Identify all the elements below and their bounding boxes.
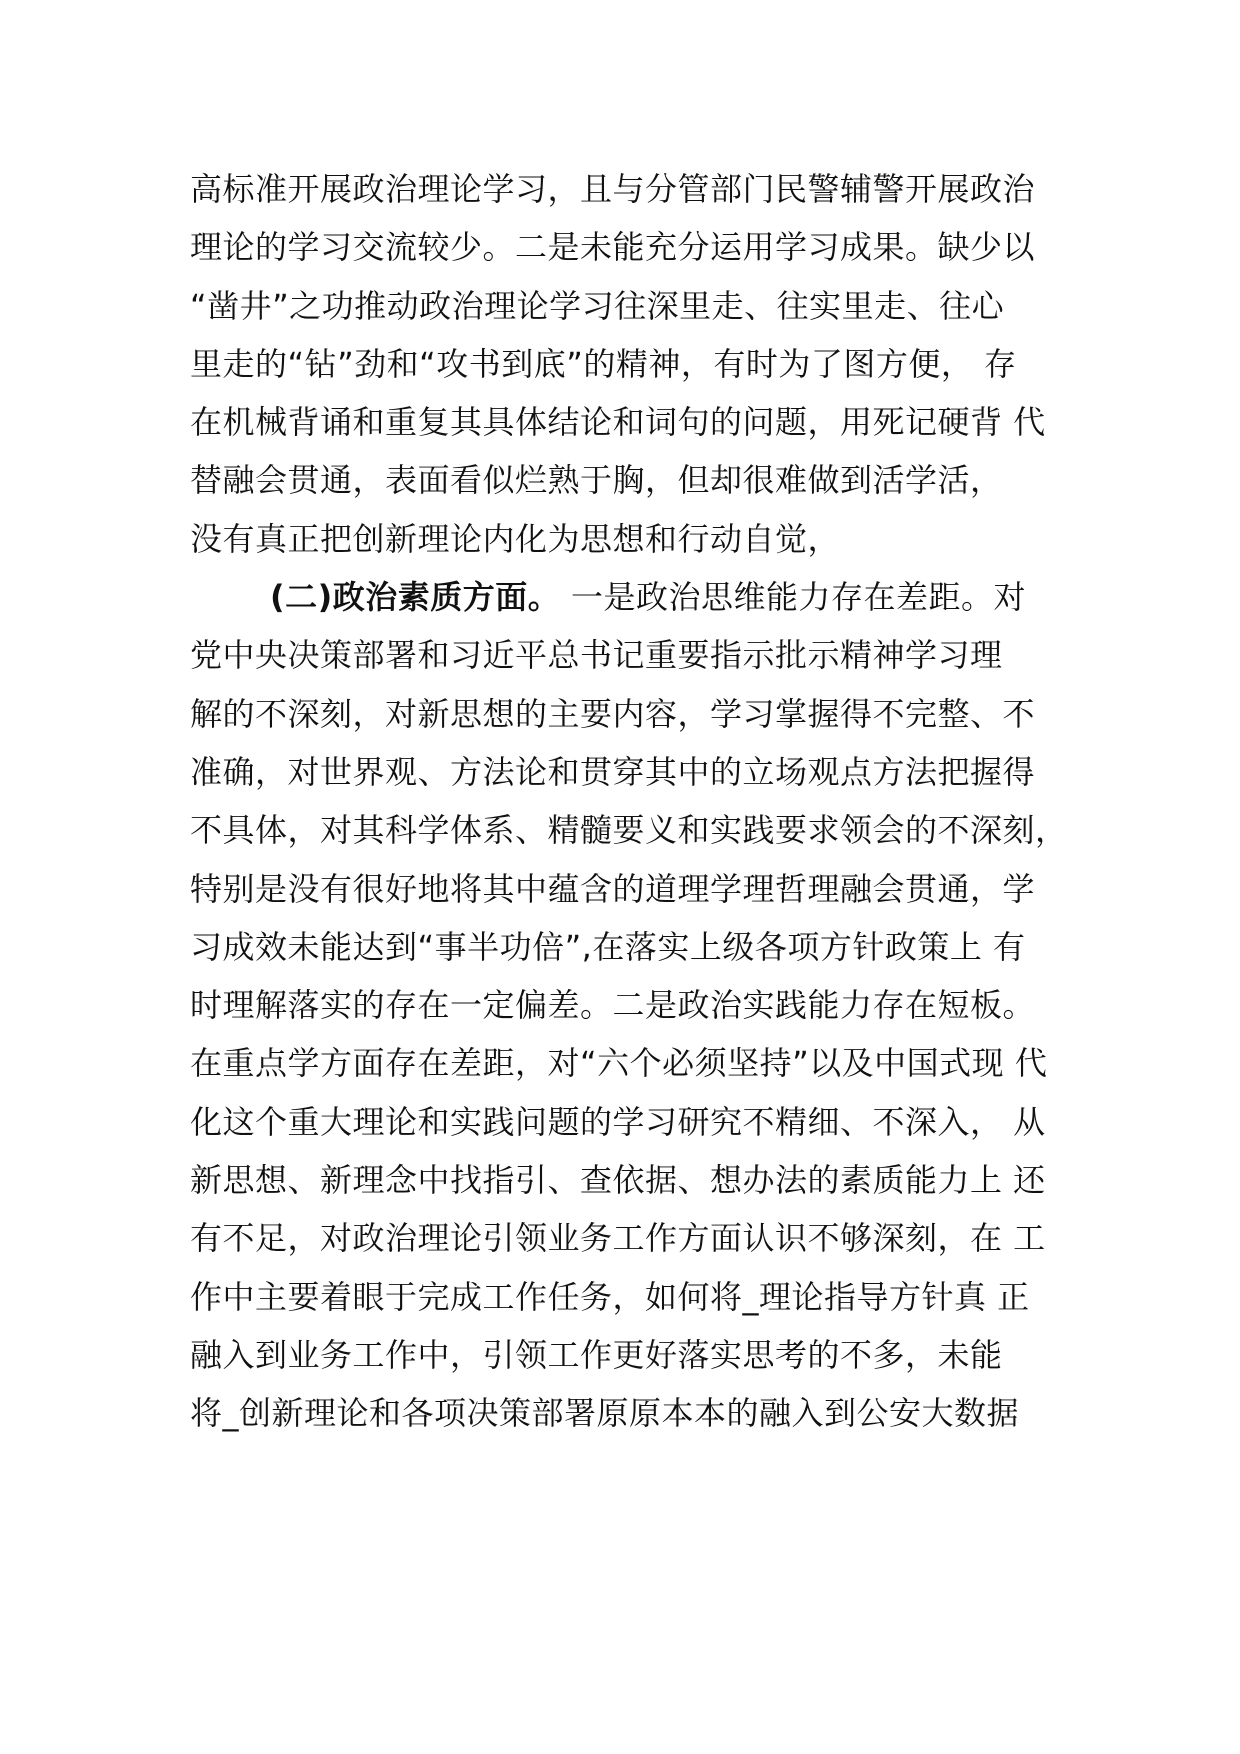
- body-line: 作中主要着眼于完成工作任务，如何将_理论指导方针真 正: [190, 1277, 1030, 1316]
- body-line: 特别是没有很好地将其中蕴含的道理学理哲理融会贯通，学: [190, 869, 1036, 908]
- body-line: 在重点学方面存在差距，对“六个必须坚持”以及中国式现 代: [190, 1044, 1048, 1083]
- body-line: 融入到业务工作中，引领工作更好落实思考的不多，未能: [190, 1335, 1003, 1374]
- body-line: 没有真正把创新理论内化为思想和行动自觉，: [190, 519, 841, 558]
- body-line: 高标准开展政治理论学习，且与分管部门民警辅警开展政治: [190, 170, 1036, 208]
- body-line: 准确，对世界观、方法论和贯穿其中的立场观点方法把握得: [190, 752, 1036, 791]
- body-line: 理论的学习交流较少。二是未能充分运用学习成果。缺少以: [190, 228, 1036, 267]
- body-line: 不具体，对其科学体系、精髓要义和实践要求领会的不深刻，: [190, 811, 1068, 850]
- body-line: 党中央决策部署和习近平总书记重要指示批示精神学习理: [190, 636, 1003, 675]
- section-first-line: [190, 568, 1080, 626]
- section-first-line-text: 一是政治思维能力存在差距。对: [560, 578, 1026, 617]
- section-heading: (二)政治素质方面。: [270, 578, 561, 617]
- body-line: 里走的“钻”劲和“攻书到底”的精神，有时为了图方便， 存: [190, 344, 1017, 383]
- body-line: 替融会贯通，表面看似烂熟于胸，但却很难做到活学活，: [190, 461, 1003, 500]
- document-body: [190, 160, 1080, 1443]
- body-line: 有不足，对政治理论引领业务工作方面认识不够深刻，在 工: [190, 1219, 1046, 1258]
- body-line: 化这个重大理论和实践问题的学习研究不精细、不深入， 从: [190, 1102, 1046, 1141]
- body-line: 将_创新理论和各项决策部署原原本本的融入到公安大数据: [190, 1394, 1020, 1433]
- body-line: 新思想、新理念中找指引、查依据、想办法的素质能力上 还: [190, 1161, 1046, 1200]
- body-line: 时理解落实的存在一定偏差。二是政治实践能力存在短板。: [190, 986, 1036, 1025]
- body-line: 在机械背诵和重复其具体结论和词句的问题，用死记硬背 代: [190, 403, 1046, 442]
- body-line: 习成效未能达到“事半功倍”,在落实上级各项方针政策上 有: [190, 927, 1026, 966]
- body-line: 解的不深刻，对新思想的主要内容，学习掌握得不完整、不: [190, 694, 1036, 733]
- body-line: “凿井”之功推动政治理论学习往深里走、往实里走、往心: [190, 286, 1005, 325]
